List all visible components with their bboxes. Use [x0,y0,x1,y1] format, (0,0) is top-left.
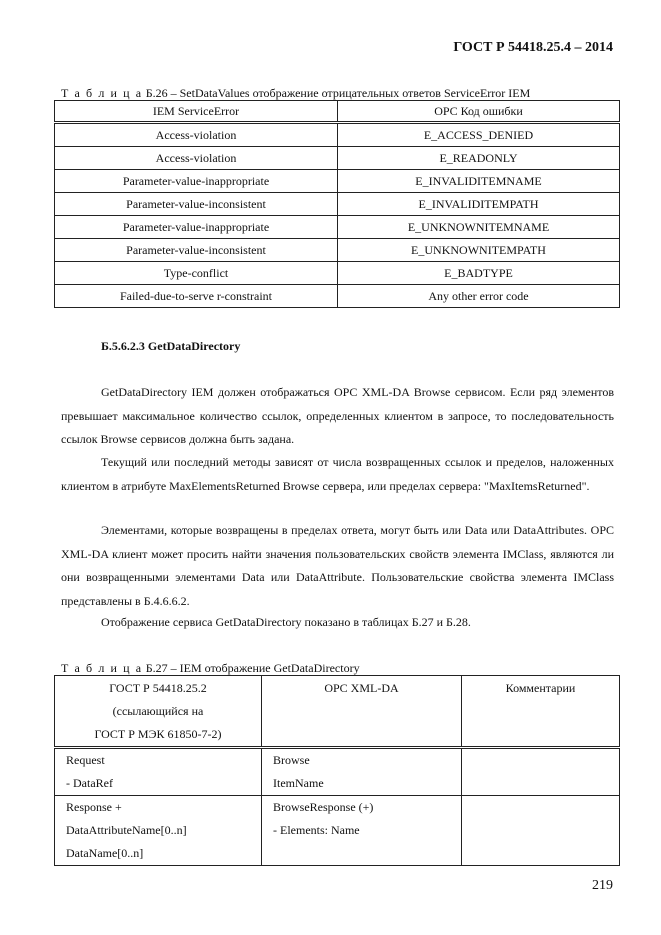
header-line: OPC XML-DA [324,681,399,695]
table-26 [54,100,620,308]
table-header-cell: OPC Код ошибки [338,101,620,123]
table-cell: Any other error code [338,285,620,308]
cell-line: DataName[0..n] [66,846,144,860]
table-cell [262,796,462,866]
table-header-row [55,101,620,123]
paragraph-4-text: Отображение сервиса GetDataDirectory показано в таблицах Б.27 и Б.28. [101,615,471,629]
table-cell: Parameter-value-inappropriate [55,216,338,239]
page-number: 219 [592,878,613,893]
table-cell: Parameter-value-inconsistent [55,193,338,216]
caption-text: Б.27 – IEM отображение GetDataDirectory [142,661,360,675]
cell-line: - DataRef [66,776,113,790]
table-row [55,216,620,239]
table-cell: E_READONLY [338,147,620,170]
table-cell [55,796,262,866]
table-cell: Failed-due-to-serve r-constraint [55,285,338,308]
table-cell [262,748,462,796]
cell-line: Request [66,753,105,767]
table-row [55,193,620,216]
table-header-cell [462,676,620,748]
header-line: (ссылающийся на [112,704,204,718]
table-cell: E_BADTYPE [338,262,620,285]
section-heading: Б.5.6.2.3 GetDataDirectory [101,339,241,353]
table-row [55,748,620,796]
paragraph-3 [61,519,614,613]
table-header-cell: IEM ServiceError [55,101,338,123]
table-row [55,170,620,193]
paragraph-1-text: GetDataDirectory IEM должен отображаться OPC XML-DA Browse сервисом. Если ряд элементов превышает максимальное количество ссылок, определенных клиентом в запросе, то последовательность ссылок Browse сервисов должна быть задана. [61,385,614,446]
table-row [55,262,620,285]
caption-text: Б.26 – SetDataValues отображение отрицательных ответов ServiceError IEM [142,86,531,100]
table-row [55,147,620,170]
cell-line: Browse [273,753,310,767]
cell-line: - Elements: Name [273,823,360,837]
cell-line: DataAttributeName[0..n] [66,823,187,837]
caption-label: Т а б л и ц а [61,661,143,675]
table-header-row [55,676,620,748]
table-cell: E_ACCESS_DENIED [338,123,620,147]
header-line: ГОСТ Р МЭК 61850-7-2) [94,727,222,741]
table-cell [55,748,262,796]
cell-line: Response + [66,800,122,814]
table-header-cell [55,676,262,748]
paragraph-2-text: Текущий или последний методы зависят от числа возвращенных ссылок и пределов, наложенных клиентом в атрибуте MaxElementsReturned Browse сервера, или пределах сервера: "MaxItemsReturned". [61,455,614,493]
caption-label: Т а б л и ц а [61,86,143,100]
table-cell: E_INVALIDITEMPATH [338,193,620,216]
table-cell: E_UNKNOWNITEMPATH [338,239,620,262]
table-cell: E_INVALIDITEMNAME [338,170,620,193]
document-header: ГОСТ Р 54418.25.4 – 2014 [453,40,613,55]
table-row [55,285,620,308]
paragraph-1 [61,381,614,452]
table-cell: Access-violation [55,147,338,170]
cell-line: BrowseResponse (+) [273,800,374,814]
comment-cell [462,796,620,866]
table-27-caption [61,661,360,676]
paragraph-2 [61,451,614,498]
table-cell: Type-conflict [55,262,338,285]
table-cell: Access-violation [55,123,338,147]
table-row [55,239,620,262]
table-cell: E_UNKNOWNITEMNAME [338,216,620,239]
table-row [55,796,620,866]
paragraph-3-text: Элементами, которые возвращены в пределах ответа, могут быть или Data или DataAttributes. OPC XML-DA клиент может просить найти значения пользовательских свойств элемента IMClass, являются ли они возвращенными элементами Data или DataAttribute. Пользовательские свойства элемента IMClass представлены в Б.4.6.6.2. [61,523,614,608]
table-27 [54,675,620,866]
header-line: Комментарии [505,681,576,695]
table-header-cell [262,676,462,748]
comment-cell [462,748,620,796]
table-cell: Parameter-value-inappropriate [55,170,338,193]
table-row [55,123,620,147]
header-line: ГОСТ Р 54418.25.2 [109,681,207,695]
cell-line: ItemName [273,776,324,790]
paragraph-4 [61,611,614,635]
table-26-caption [61,86,530,101]
table-cell: Parameter-value-inconsistent [55,239,338,262]
